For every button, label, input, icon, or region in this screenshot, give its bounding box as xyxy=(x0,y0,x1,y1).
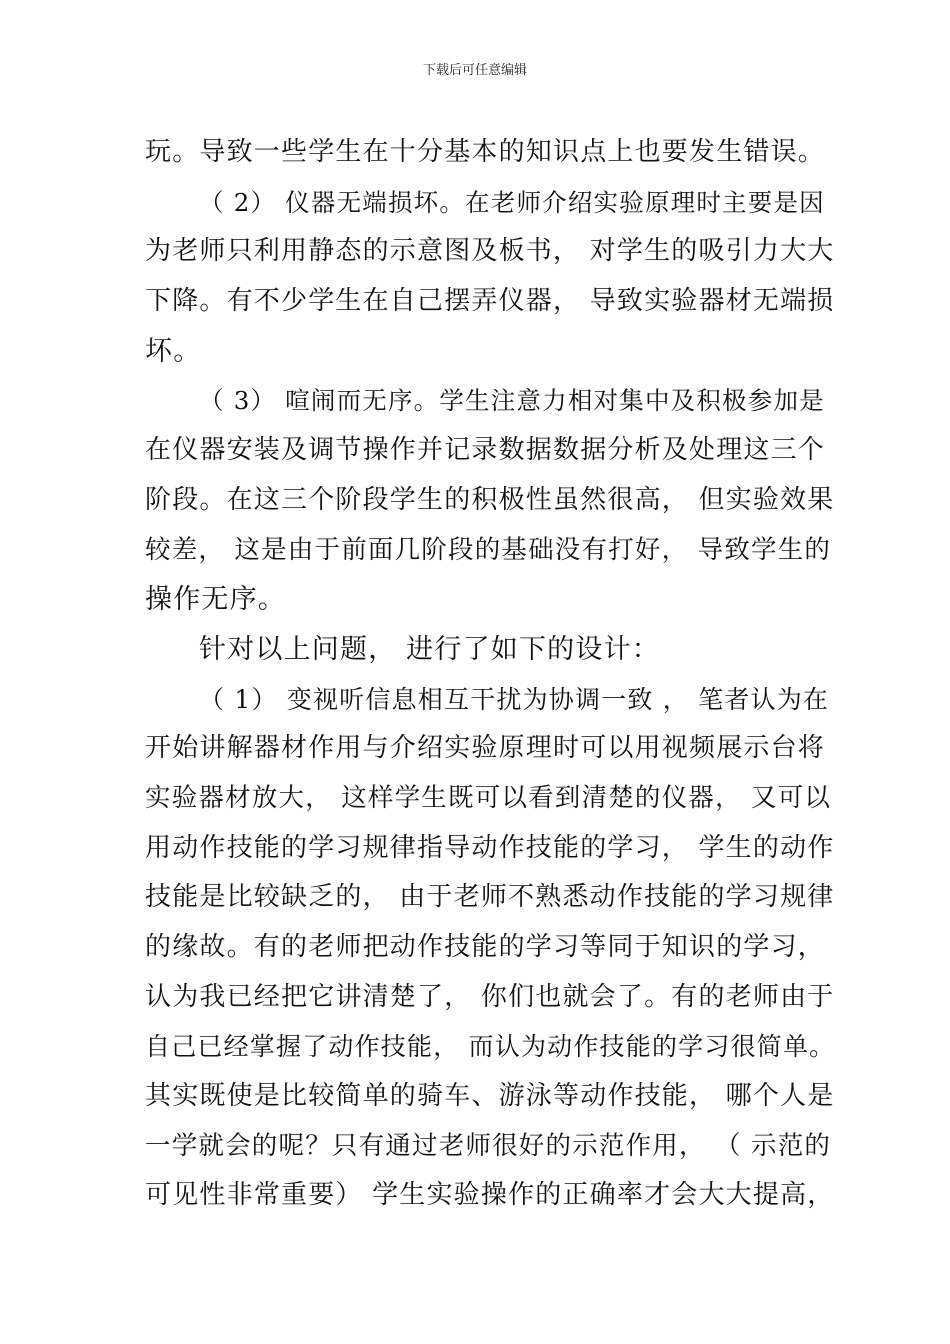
text-line: 操作无序。 xyxy=(145,584,286,616)
text-line: 可见性非常重要） 学生实验操作的正确率才会大大提高， xyxy=(145,1180,835,1211)
text-line: 阶段。在这三个阶段学生的积极性虽然很高， 但实验效果 xyxy=(145,484,835,515)
text-line: 实验器材放大， 这样学生既可以看到清楚的仪器， 又可以 xyxy=(145,782,832,813)
page-header: 下载后可任意编辑 xyxy=(422,63,527,78)
text-line: 认为我已经把它讲清楚了， 你们也就会了。有的老师由于 xyxy=(145,981,835,1012)
text-line: （ 2） 仪器无端损坏。在老师介绍实验原理时主要是因 xyxy=(199,187,825,217)
text-line: 开始讲解器材作用与介绍实验原理时可以用视频展示台将 xyxy=(145,733,826,764)
text-line: 其实既使是比较简单的骑车、游泳等动作技能， 哪个人是 xyxy=(145,1081,835,1112)
text-line: 的缘故。有的老师把动作技能的学习等同于知识的学习， xyxy=(145,932,826,962)
text-line: 用动作技能的学习规律指导动作技能的学习， 学生的动作 xyxy=(145,832,835,863)
text-line: 一学就会的呢？只有通过老师很好的示范作用， （ 示范的 xyxy=(145,1130,832,1161)
text-line: （ 1） 变视听信息相互干扰为协调一致 ， 笔者认为在 xyxy=(199,684,830,714)
text-line: 自己已经掌握了动作技能， 而认为动作技能的学习很简单。 xyxy=(145,1032,836,1062)
body-text xyxy=(145,128,836,1221)
text-line: 下降。有不少学生在自己摆弄仪器， 导致实验器材无端损 xyxy=(145,286,835,317)
text-line: 较差， 这是由于前面几阶段的基础没有打好， 导致学生的 xyxy=(145,534,832,565)
text-line: （ 3） 喧闹而无序。学生注意力相对集中及积极参加是 xyxy=(199,386,825,416)
text-line: 在仪器安装及调节操作并记录数据数据分析及处理这三个 xyxy=(145,435,826,466)
text-line: 坏。 xyxy=(145,335,202,367)
text-line: 为老师只利用静态的示意图及板书， 对学生的吸引力大大 xyxy=(145,236,835,267)
text-line: 技能是比较缺乏的， 由于老师不熟悉动作技能的学习规律 xyxy=(145,882,835,913)
text-line: 玩。导致一些学生在十分基本的知识点上也要发生错误。 xyxy=(145,137,826,167)
text-line: 针对以上问题， 进行了如下的设计： xyxy=(199,633,660,665)
